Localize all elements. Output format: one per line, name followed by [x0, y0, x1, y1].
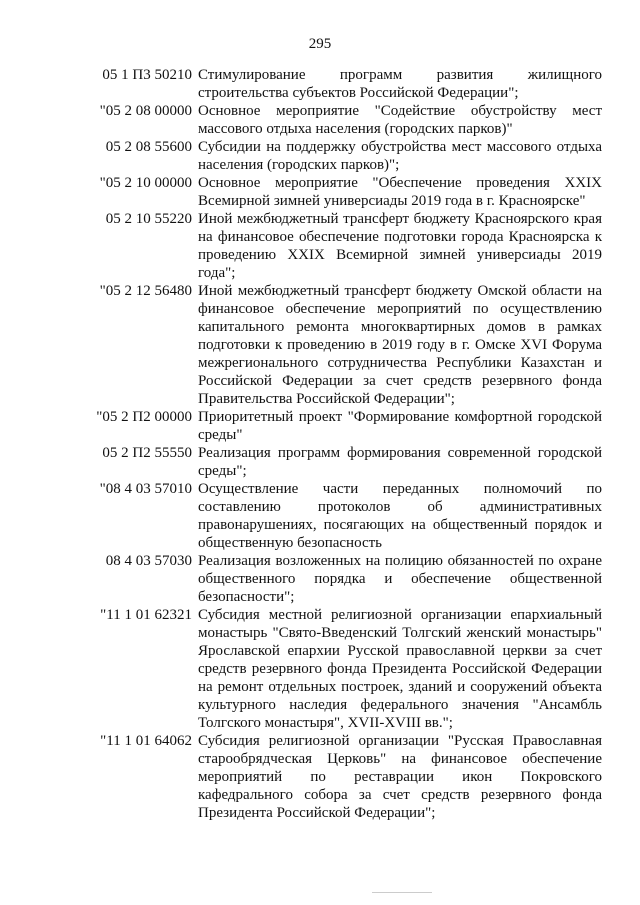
list-item [82, 66, 602, 102]
budget-description: Основное мероприятие "Обеспечение проведения XXIX Всемирной зимней универсиады 2019 года в г. Красноярске" [198, 175, 602, 209]
budget-description: Приоритетный проект "Формирование комфортной городской среды" [198, 409, 602, 443]
list-item [82, 480, 602, 552]
budget-description: Осуществление части переданных полномочий по составлению протоколов об административных правонарушениях, посягающих на общественный порядок и общественную безопасность [198, 481, 602, 551]
budget-code: 08 4 03 57030 [105, 553, 192, 569]
budget-description: Субсидия местной религиозной организации епархиальный монастырь "Свято-Введенский Толгский женский монастырь" Ярославской епархии Русской православной церкви за счет средств резервного фонда Президента Российской Федерации на ремонт отдельных построек, зданий и сооружений объекта культурного наследия федерального значения "Ансамбль Толгского монастыря", XVII-XVIII вв."; [198, 607, 602, 731]
budget-code: "11 1 01 62321 [100, 607, 192, 623]
budget-code: "05 2 10 00000 [99, 175, 192, 191]
list-item [82, 606, 602, 732]
budget-code: "05 2 П2 00000 [96, 409, 192, 425]
budget-description: Стимулирование программ развития жилищного строительства субъектов Российской Федерации"; [198, 67, 602, 101]
list-item [82, 174, 602, 210]
budget-description: Субсидия религиозной организации "Русская Православная старообрядческая Церковь" на финансовое обеспечение мероприятий по реставрации икон Покровского кафедрального собора за счет средств резервного фонда Президента Российской Федерации"; [198, 733, 602, 821]
budget-code: "05 2 12 56480 [99, 283, 192, 299]
list-item [82, 282, 602, 408]
budget-description: Субсидии на поддержку обустройства мест массового отдыха населения (городских парков)"; [198, 139, 602, 173]
budget-code: 05 1 П3 50210 [102, 67, 192, 83]
list-item [82, 102, 602, 138]
scan-artifact [372, 892, 432, 893]
budget-code-list [82, 66, 602, 822]
budget-code: "05 2 08 00000 [99, 103, 192, 119]
list-item [82, 408, 602, 444]
budget-description: Реализация программ формирования современной городской среды"; [198, 445, 602, 479]
budget-code: "11 1 01 64062 [100, 733, 192, 749]
budget-description: Иной межбюджетный трансферт бюджету Красноярского края на финансовое обеспечение подготовки города Красноярска к проведению XXIX Всемирной зимней универсиады 2019 года"; [198, 211, 602, 281]
list-item [82, 444, 602, 480]
budget-code: 05 2 П2 55550 [102, 445, 192, 461]
list-item [82, 552, 602, 606]
budget-description: Реализация возложенных на полицию обязанностей по охране общественного порядка и обеспечение общественной безопасности"; [198, 553, 602, 605]
list-item [82, 210, 602, 282]
budget-code: "08 4 03 57010 [99, 481, 192, 497]
list-item [82, 732, 602, 822]
budget-description: Иной межбюджетный трансферт бюджету Омской области на финансовое обеспечение мероприятий по осуществлению капитального ремонта многоквартирных домов в рамках подготовки к проведению в 2019 году в г. Омске XVI Форума межрегионального сотрудничества Республики Казахстан и Российской Федерации за счет средств резервного фонда Правительства Российской Федерации"; [198, 283, 602, 407]
budget-code: 05 2 10 55220 [105, 211, 192, 227]
list-item [82, 138, 602, 174]
budget-description: Основное мероприятие "Содействие обустройству мест массового отдыха населения (городских парков)" [198, 103, 602, 137]
budget-code: 05 2 08 55600 [105, 139, 192, 155]
page-number: 295 [308, 36, 332, 52]
